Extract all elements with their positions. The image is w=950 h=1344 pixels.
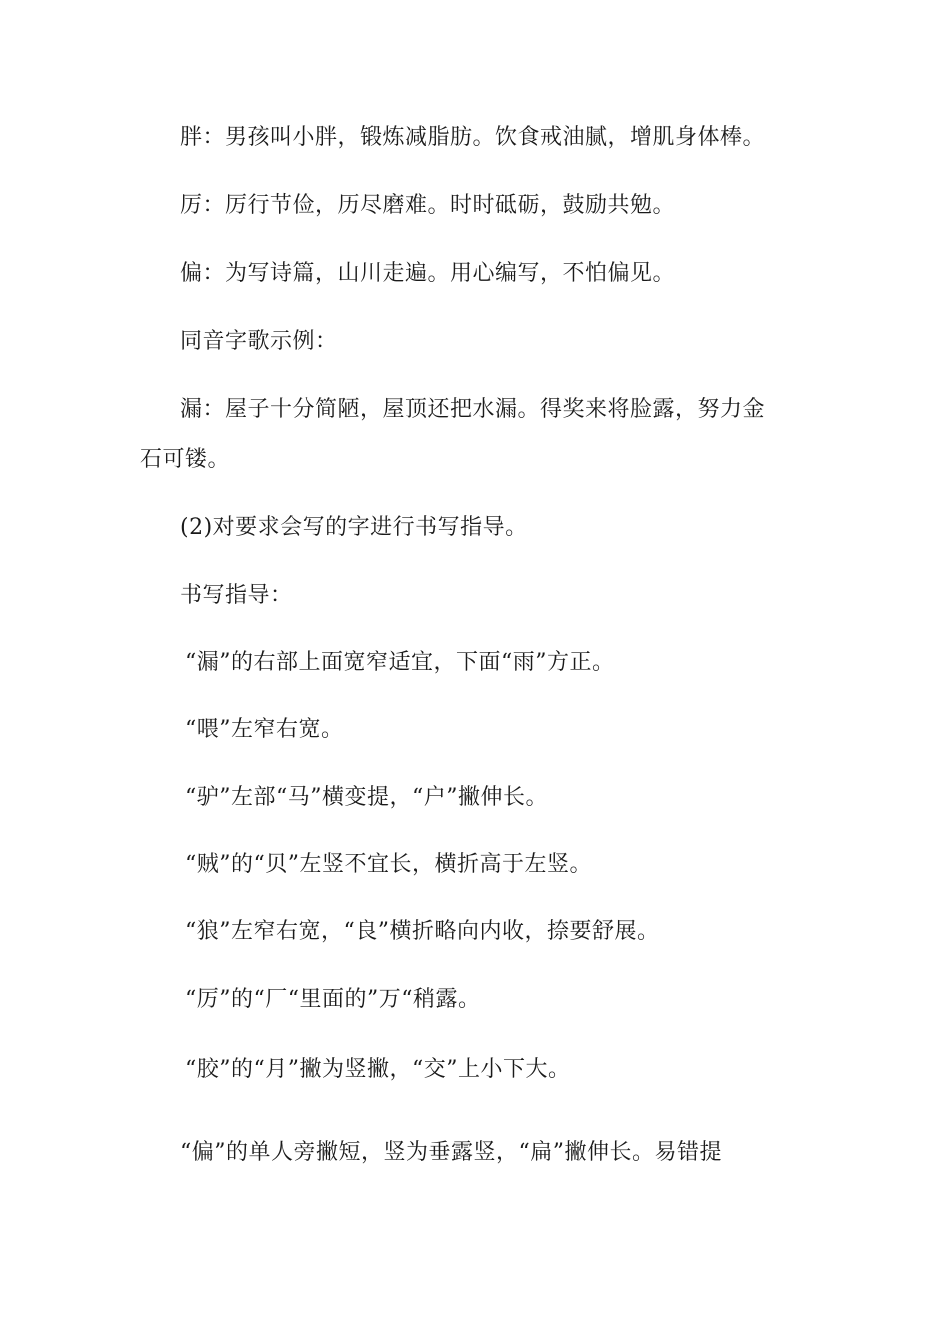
guide-lv: “驴”左部“马”横变提，“户”撇伸长。 <box>185 785 548 810</box>
paragraph-writing-guide-heading: 书写指导： <box>180 583 293 608</box>
paragraph-li: 厉：厉行节俭，历尽磨难。时时砥砺，鼓励共勉。 <box>180 193 676 218</box>
paragraph-homophone-heading: 同音字歌示例： <box>180 329 338 354</box>
guide-wei: “喂”左窄右宽。 <box>185 717 344 742</box>
paragraph-lou-continued: 石可镂。 <box>140 447 231 472</box>
guide-pian: “偏”的单人旁撇短，竖为垂露竖，“扁”撇伸长。易错提 <box>180 1140 722 1165</box>
guide-lang: “狼”左窄右宽，“良”横折略向内收，捺要舒展。 <box>185 919 660 944</box>
paragraph-pian: 偏：为写诗篇，山川走遍。用心编写，不怕偏见。 <box>180 261 676 286</box>
paragraph-lou: 漏：屋子十分简陋，屋顶还把水漏。得奖来将脸露，努力金 <box>180 397 766 422</box>
paragraph-pang: 胖：男孩叫小胖，锻炼减脂肪。饮食戒油腻，增肌身体棒。 <box>180 125 766 150</box>
guide-li: “厉”的“厂“里面的”万“稍露。 <box>185 987 481 1012</box>
guide-lou: “漏”的右部上面宽窄适宜，下面“雨”方正。 <box>185 650 615 675</box>
guide-zei: “贼”的“贝”左竖不宜长，横折高于左竖。 <box>185 852 592 877</box>
paragraph-writing-instruction: (2)对要求会写的字进行书写指导。 <box>180 515 528 540</box>
guide-jiao: “胶”的“月”撇为竖撇，“交”上小下大。 <box>185 1057 571 1082</box>
